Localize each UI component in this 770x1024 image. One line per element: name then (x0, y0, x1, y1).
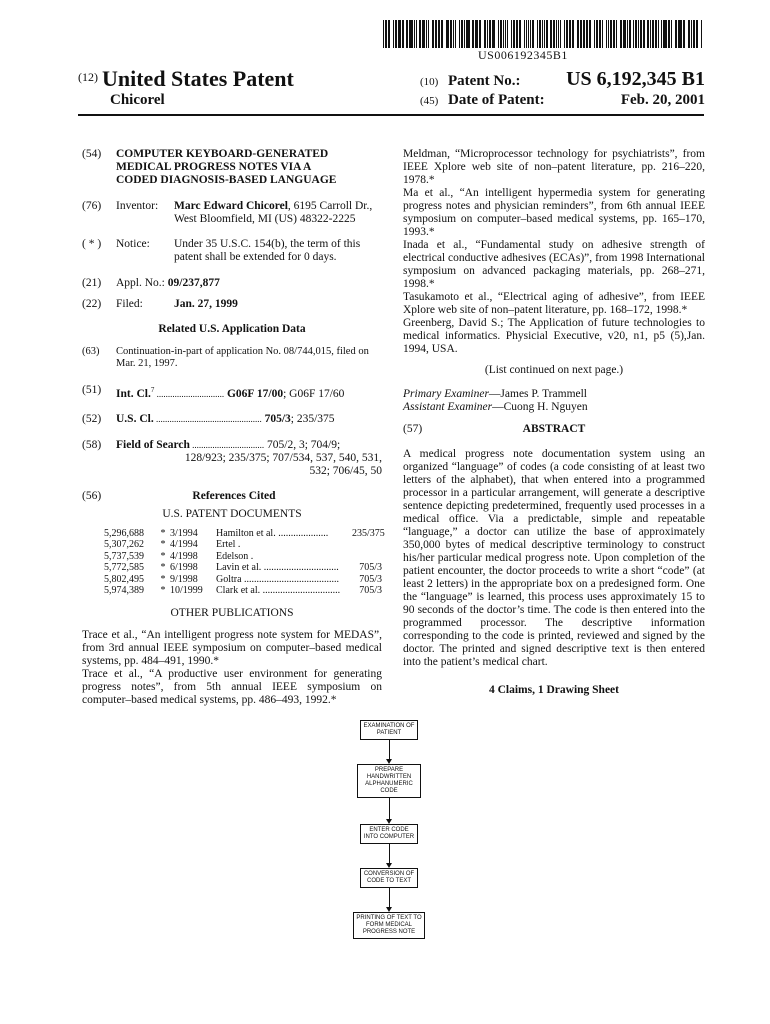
patent-header-left (78, 66, 294, 109)
barcode-bar (441, 20, 443, 48)
patent-no-label: Patent No.: (448, 73, 521, 89)
flow-arrow (389, 844, 390, 866)
barcode-bar (532, 20, 534, 48)
reference-number: 5,802,495 (104, 573, 144, 585)
barcode-bar (414, 20, 415, 48)
field-of-search-line2: 128/923; 235/375; 707/534, 537, 540, 531, (184, 451, 382, 464)
barcode-bar (544, 20, 545, 48)
barcode-bar (683, 20, 684, 48)
barcode-bar (484, 20, 486, 48)
reference-star: * (160, 562, 166, 574)
field-of-search-line3: 532; 706/45, 50 (309, 464, 382, 477)
us-cl-dots: ............................................... (153, 413, 262, 424)
barcode-bar (493, 20, 495, 48)
barcode-bar (455, 20, 456, 48)
barcode-bar (530, 20, 531, 48)
reference-number: 5,974,389 (104, 585, 144, 597)
barcode-bar (505, 20, 506, 48)
barcode-gap (659, 20, 660, 48)
barcode-bar (627, 20, 628, 48)
barcode-bar (558, 20, 559, 48)
flowchart (345, 720, 433, 939)
int-cl-label: Int. Cl. (116, 387, 151, 400)
f58-code: (58) (82, 438, 102, 451)
barcode-gap (575, 20, 576, 48)
barcode-bar (402, 20, 403, 48)
barcode (383, 20, 703, 48)
field-of-search-line1: 705/2, 3; 704/9; (267, 438, 341, 451)
barcode-gap (618, 20, 619, 48)
barcode-gap (604, 20, 605, 48)
reference-date: 6/1998 (170, 562, 198, 574)
f63-code: (63) (82, 346, 100, 357)
barcode-bar (616, 20, 617, 48)
barcode-bar (640, 20, 642, 48)
barcode-bar (428, 20, 429, 48)
barcode-gap (699, 20, 700, 48)
barcode-bar (475, 20, 476, 48)
date-value: Feb. 20, 2001 (620, 92, 705, 108)
barcode-bar (500, 20, 502, 48)
barcode-number: US006192345B1 (478, 48, 568, 62)
f22-code: (22) (82, 298, 102, 310)
barcode-bar (410, 20, 412, 48)
primary-examiner-label: Primary Examiner (403, 388, 489, 400)
barcode-bar (661, 20, 662, 48)
int-cl-dots: .............................. (154, 388, 225, 399)
barcode-bar (580, 20, 582, 48)
flow-step-conversion: CONVERSION OF CODE TO TEXT (360, 868, 418, 888)
barcode-bar (461, 20, 463, 48)
barcode-bar (570, 20, 571, 48)
abstract-heading: ABSTRACT (522, 423, 586, 435)
reference-number: 5,296,688 (104, 527, 144, 539)
barcode-bar (596, 20, 597, 48)
barcode-bar (385, 20, 386, 48)
flow-arrow (389, 798, 390, 822)
barcode-bar (678, 20, 679, 48)
notice-code: ( * ) (82, 238, 102, 250)
barcode-bar (655, 20, 657, 48)
barcode-bar (436, 20, 437, 48)
publication-1: Trace et al., “An intelligent progress note system for MEDAS”, from 3rd annual IEEE symposium on computer–based medical systems, pp. 484–491, 1990.* (82, 628, 382, 667)
barcode-bar (643, 20, 644, 48)
reference-row (104, 585, 382, 597)
barcode-bar (409, 20, 410, 48)
barcode-bar (542, 20, 543, 48)
barcode-bar (399, 20, 401, 48)
reference-date: 9/1998 (170, 573, 198, 585)
related-heading: Related U.S. Application Data (158, 323, 306, 335)
barcode-bar (633, 20, 634, 48)
barcode-bar (650, 20, 651, 48)
reference-name: Ertel . (216, 539, 241, 551)
barcode-bar (398, 20, 399, 48)
barcode-bar (466, 20, 467, 48)
barcode-bar (693, 20, 695, 48)
barcode-bar (663, 20, 664, 48)
right-column (403, 148, 705, 697)
barcode-bar (638, 20, 639, 48)
barcode-bar (688, 20, 689, 48)
us-cl-rest: ; 235/375 (290, 412, 335, 425)
barcode-bar (426, 20, 427, 48)
barcode-bar (668, 20, 670, 48)
reference-date: 4/1994 (170, 539, 198, 551)
publication-3: Meldman, “Microprocessor technology for psychiatrists”, from IEEE Xplore web site of non–patent literature, pp. 216–220, 1978.* (403, 148, 705, 186)
barcode-bar (560, 20, 561, 48)
barcode-gap (418, 20, 419, 48)
reference-date: 4/1998 (170, 550, 198, 562)
f21-code: (21) (82, 277, 102, 289)
barcode-bar (453, 20, 454, 48)
abstract-text: A medical progress note documentation system using an organized “language” of codes (a code consisting of at least two letters of the alphabet), that when entered into a programmed processor in a particular arrangement, will generate a descriptive sentence depicting predetermined, frequently used processes in a medical office. Via a predictable, simple and repeatable “language,” a doctor can utilize the base of approximately 350,000 bytes of medical descriptive terminology to construct his/her particular medical progress note. Upon completion of the patient encounter, the doctor proceeds to write a short “code” (at least 2 letters) in the appropriate box on a predesigned form. One the “language” is learned, this process uses approximately 15 to 90 seconds of the doctor’s time. The code is then entered into the programmed processor. The descriptive information corresponding to the code is printed, reviewed and signed by the doctor. The printed and signed descriptive text is then entered into the patient’s medical chart. (403, 448, 705, 668)
patent-no-value: US 6,192,345 B1 (566, 68, 705, 90)
references-heading: References Cited (192, 489, 276, 502)
barcode-gap (673, 20, 674, 48)
reference-name: Edelson . (216, 550, 254, 562)
date-label: Date of Patent: (448, 92, 545, 108)
filed-value: Jan. 27, 1999 (174, 298, 238, 310)
barcode-bar (610, 20, 612, 48)
barcode-gap (430, 20, 431, 48)
barcode-bar (513, 20, 515, 48)
barcode-bar (635, 20, 637, 48)
reference-name: Goltra ...................................... (216, 573, 340, 585)
barcode-bar (679, 20, 681, 48)
inventor-address: , 6195 Carroll Dr., West Bloomfield, MI (US) 48322-2225 (174, 200, 373, 225)
flow-step-printing: PRINTING OF TEXT TO FORM MEDICAL PROGRESS NOTE (353, 912, 425, 939)
flow-arrow (389, 888, 390, 910)
barcode-bar (528, 20, 529, 48)
barcode-bar (516, 20, 517, 48)
reference-row (104, 539, 382, 551)
barcode-gap (632, 20, 633, 48)
barcode-bar (446, 20, 447, 48)
int-cl-rest: ; G06F 17/60 (283, 387, 345, 400)
barcode-bar (664, 20, 666, 48)
inventor-label: Inventor: (116, 200, 159, 212)
barcode-bar (526, 20, 527, 48)
barcode-bar (564, 20, 565, 48)
barcode-gap (562, 20, 563, 48)
publication-2: Trace et al., “A productive user environment for generating progress notes”, from 5th annual IEEE symposium on computer–based medical systems, pp. 486–493, 1992.* (82, 667, 382, 706)
barcode-bar (658, 20, 659, 48)
flow-step-prepare-code: PREPARE HANDWRITTEN ALPHANUMERIC CODE (357, 764, 421, 798)
barcode-bar (608, 20, 609, 48)
barcode-gap (592, 20, 593, 48)
barcode-bar (492, 20, 493, 48)
barcode-gap (482, 20, 483, 48)
notice-text: Under 35 U.S.C. 154(b), the term of this patent shall be extended for 0 days. (174, 238, 361, 263)
barcode-bar (472, 20, 473, 48)
us-cl-label: U.S. Cl. (116, 412, 154, 425)
barcode-bar (507, 20, 508, 48)
barcode-bar (652, 20, 654, 48)
f52-code: (52) (82, 412, 102, 425)
barcode-bar (594, 20, 595, 48)
assistant-examiner-label: Assistant Examiner (403, 401, 493, 413)
f76-code: (76) (82, 200, 102, 212)
reference-star: * (160, 539, 166, 551)
code-45: (45) (420, 95, 439, 107)
f57-code: (57) (403, 423, 423, 435)
us-cl-value: 705/3 (264, 412, 291, 425)
flow-step-examination: EXAMINATION OF PATIENT (360, 720, 418, 740)
reference-star: * (160, 585, 166, 597)
barcode-bar (647, 20, 648, 48)
barcode-gap (686, 20, 687, 48)
barcode-bar (589, 20, 591, 48)
barcode-gap (535, 20, 536, 48)
publication-5: Inada et al., “Fundamental study on adhesive strength of electrical conductive adhesives (ECAs)”, from 1998 International symposium on advanced packaging materials, pp. 268–271, 1998.* (403, 239, 705, 290)
field-of-search-dots: ................................ (189, 439, 265, 450)
reference-row (104, 574, 382, 586)
patent-header-right (420, 68, 705, 116)
int-cl-value: G06F 17/00 (226, 387, 284, 400)
barcode-gap (391, 20, 392, 48)
reference-class: 705/3 (359, 562, 382, 574)
left-column (82, 148, 385, 707)
barcode-bar (599, 20, 600, 48)
reference-star: * (160, 573, 166, 585)
reference-row (104, 562, 382, 574)
barcode-bar (519, 20, 520, 48)
appl-no-label: Appl. No.: (116, 277, 165, 289)
barcode-gap (522, 20, 523, 48)
barcode-bar (480, 20, 481, 48)
barcode-bar (675, 20, 677, 48)
patent-title: United States Patent (102, 66, 294, 91)
barcode-bar (383, 20, 384, 48)
barcode-bar (556, 20, 557, 48)
reference-row (104, 527, 385, 540)
header-rule (78, 114, 704, 116)
assistant-examiner-name: —Cuong H. Nguyen (492, 401, 588, 413)
notice-label: Notice: (116, 238, 150, 250)
other-pubs-heading: OTHER PUBLICATIONS (170, 606, 294, 619)
invention-title: COMPUTER KEYBOARD-GENERATED MEDICAL PROGRESS NOTES VIA A CODED DIAGNOSIS-BASED LANGUAGE (116, 148, 337, 186)
reference-number: 5,307,262 (104, 539, 144, 551)
reference-star: * (160, 550, 166, 562)
barcode-gap (549, 20, 550, 48)
reference-class: 705/3 (359, 585, 382, 597)
reference-star: * (160, 527, 166, 539)
f54-code: (54) (82, 148, 102, 160)
barcode-bar (479, 20, 480, 48)
barcode-bar (623, 20, 624, 48)
barcode-bar (539, 20, 541, 48)
barcode-bar (395, 20, 396, 48)
barcode-bar (572, 20, 574, 48)
continuation-text: Continuation-in-part of application No. 08/744,015, filed on Mar. 21, 1997. (116, 346, 369, 369)
reference-list (82, 527, 385, 597)
publication-6: Tasukamoto et al., “Electrical aging of adhesive”, from IEEE Xplore web site of non–patent literature, pp. 168–172, 1998.* (403, 291, 705, 316)
appl-no-value: 09/237,877 (167, 277, 220, 289)
reference-number: 5,772,585 (104, 562, 144, 574)
list-continued: (List continued on next page.) (484, 364, 624, 376)
inventor-short-name: Chicorel (110, 92, 165, 108)
barcode-gap (646, 20, 647, 48)
barcode-bar (577, 20, 579, 48)
barcode-gap (405, 20, 406, 48)
barcode-bar (438, 20, 440, 48)
barcode-gap (509, 20, 510, 48)
barcode-bar (569, 20, 570, 48)
barcode-gap (457, 20, 458, 48)
barcode-gap (496, 20, 497, 48)
barcode-bar (524, 20, 525, 48)
barcode-bar (393, 20, 394, 48)
barcode-bar (600, 20, 601, 48)
reference-class (352, 551, 382, 563)
reference-class: 235/375 (352, 527, 385, 539)
barcode-bar (583, 20, 585, 48)
barcode-bar (613, 20, 615, 48)
inventor-name: Marc Edward Chicorel (174, 200, 288, 212)
reference-row (104, 551, 382, 563)
barcode-bar (546, 20, 547, 48)
barcode-bar (696, 20, 698, 48)
f56-code: (56) (82, 489, 102, 502)
reference-number: 5,737,539 (104, 550, 144, 562)
barcode-bar (566, 20, 568, 48)
reference-name: Clark et al. ............................... (216, 585, 341, 597)
barcode-bar (620, 20, 622, 48)
barcode-bar (586, 20, 588, 48)
barcode-bar (624, 20, 625, 48)
field-of-search-label: Field of Search (116, 438, 190, 451)
barcode-bar (489, 20, 490, 48)
barcode-bar (450, 20, 452, 48)
publication-4: Ma et al., “An intelligent hypermedia system for generating progress notes and physician reminders”, from 6th annual IEEE symposium on computer–based medical systems, pp. 165–170, 1993.* (403, 187, 705, 238)
reference-class: 705/3 (359, 573, 382, 585)
barcode-bar (435, 20, 436, 48)
barcode-bar (389, 20, 390, 48)
reference-date: 10/1999 (170, 585, 203, 597)
flow-step-enter-code: ENTER CODE INTO COMPUTER (360, 824, 418, 844)
barcode-bar (629, 20, 630, 48)
barcode-bar (388, 20, 389, 48)
barcode-bar (467, 20, 469, 48)
barcode-bar (684, 20, 685, 48)
code-12: (12) (78, 70, 98, 84)
barcode-bar (511, 20, 512, 48)
barcode-bar (606, 20, 607, 48)
barcode-bar (689, 20, 690, 48)
flow-arrow (389, 740, 390, 762)
barcode-gap (471, 20, 472, 48)
reference-date: 3/1994 (170, 527, 198, 539)
us-docs-heading: U.S. PATENT DOCUMENTS (162, 507, 302, 520)
primary-examiner-name: —James P. Trammell (488, 388, 588, 400)
barcode-bar (432, 20, 433, 48)
reference-class (352, 539, 382, 551)
barcode-bar (487, 20, 488, 48)
barcode-bar (423, 20, 425, 48)
barcode-bar (602, 20, 603, 48)
barcode-bar (464, 20, 465, 48)
barcode-bar (459, 20, 460, 48)
barcode-bar (671, 20, 672, 48)
barcode-bar (701, 20, 702, 48)
reference-name: Hamilton et al. .................... (216, 527, 329, 539)
barcode-bar (476, 20, 477, 48)
claims-line: 4 Claims, 1 Drawing Sheet (488, 684, 619, 696)
publication-7: Greenberg, David S.; The Application of future technologies to medical informatics. Physicial Executive, v20, n1, p5 (5),Jan. 1994, USA. (403, 317, 705, 355)
filed-label: Filed: (116, 298, 143, 310)
barcode-bar (503, 20, 504, 48)
barcode-bar (550, 20, 551, 48)
barcode-bar (553, 20, 555, 48)
barcode-gap (444, 20, 445, 48)
barcode-bar (422, 20, 423, 48)
barcode-bar (520, 20, 521, 48)
barcode-bar (691, 20, 692, 48)
barcode-bar (419, 20, 420, 48)
int-cl-sup: 7 (150, 386, 155, 394)
barcode-bar (416, 20, 417, 48)
barcode-bar (498, 20, 499, 48)
barcode-bar (406, 20, 407, 48)
f51-code: (51) (82, 384, 102, 396)
barcode-bar (537, 20, 538, 48)
reference-name: Lavin et al. .............................. (216, 562, 339, 574)
code-10: (10) (420, 76, 439, 88)
barcode-bar (447, 20, 448, 48)
